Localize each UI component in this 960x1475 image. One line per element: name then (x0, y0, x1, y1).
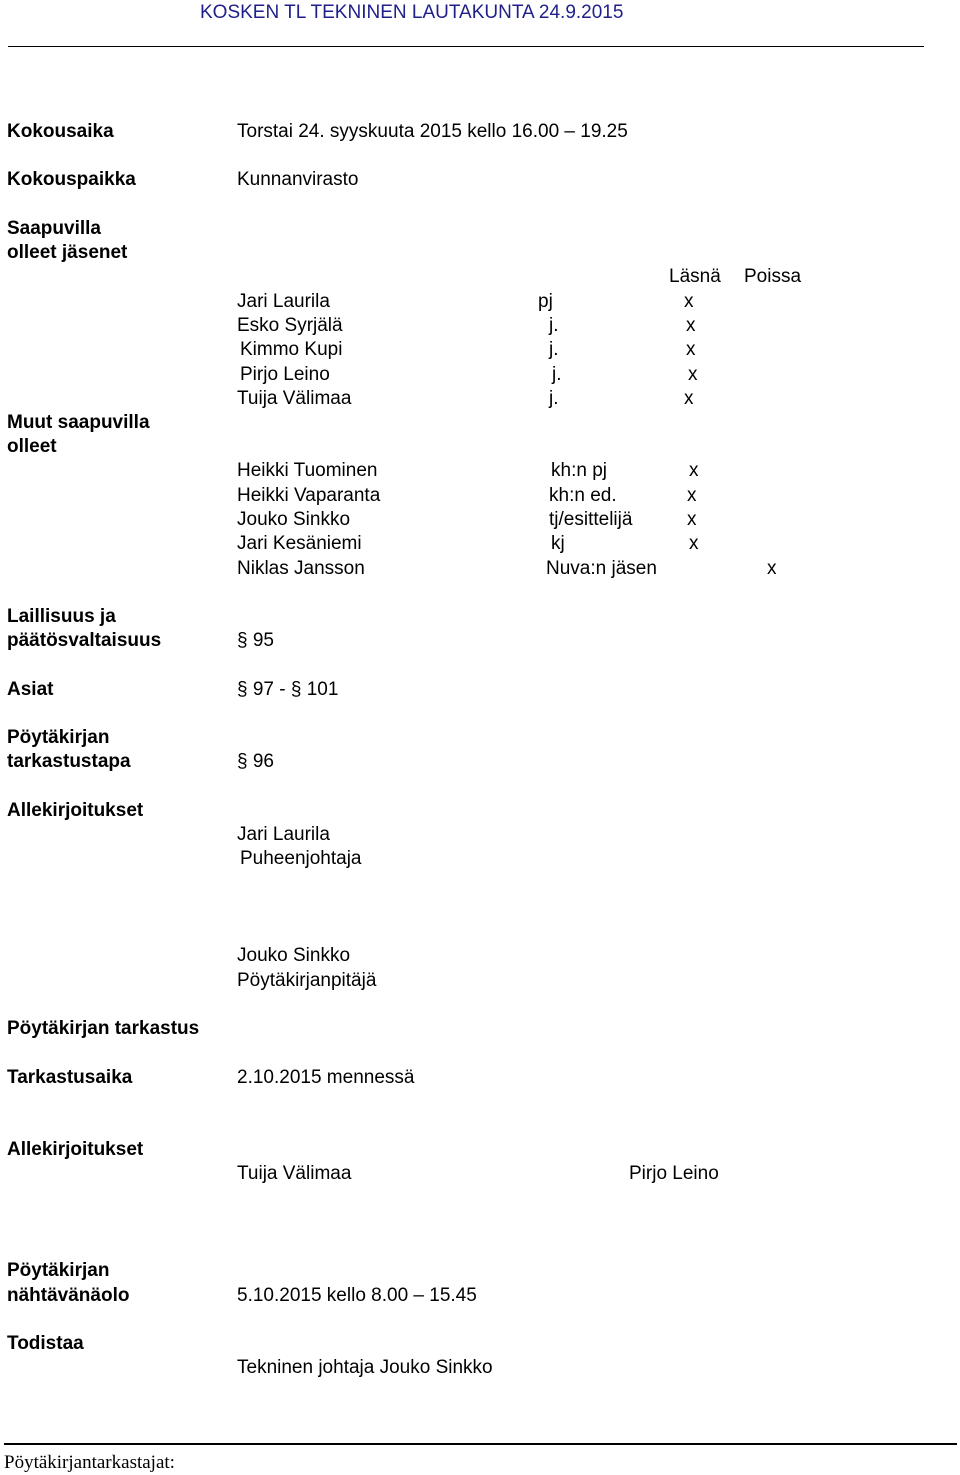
review-method-label-line2: tarkastustapa (7, 751, 131, 772)
attendee-name: Heikki Vaparanta (237, 485, 381, 506)
attendee-role: kh:n pj (551, 460, 607, 481)
member-present-mark: x (686, 339, 696, 360)
attendee-name: Jari Kesäniemi (237, 533, 362, 554)
review-method-label-line1: Pöytäkirjan (7, 727, 110, 748)
footer-divider (4, 1443, 957, 1445)
attendee-role: Nuva:n jäsen (546, 558, 657, 579)
attendee-role: kj (551, 533, 565, 554)
legality-label-line2: päätösvaltaisuus (7, 630, 162, 651)
secretary-title: Pöytäkirjanpitäjä (237, 970, 377, 991)
attendee-absent-mark: x (767, 558, 777, 579)
member-present-mark: x (684, 388, 694, 409)
legality-label-line1: Laillisuus ja (7, 606, 116, 627)
items-section-range: § 97 - § 101 (237, 679, 339, 700)
member-role: j. (549, 339, 559, 360)
reviewer-2-name: Pirjo Leino (629, 1163, 719, 1184)
column-present-header: Läsnä (669, 266, 721, 287)
display-period-value: 5.10.2015 kello 8.00 – 15.45 (237, 1285, 477, 1306)
column-absent-header: Poissa (744, 266, 802, 287)
member-present-mark: x (686, 315, 696, 336)
attendee-name: Niklas Jansson (237, 558, 365, 579)
chair-name: Jari Laurila (237, 824, 330, 845)
footer-text: Pöytäkirjantarkastajat: (4, 1452, 175, 1473)
member-name: Tuija Välimaa (237, 388, 352, 409)
chair-title: Puheenjohtaja (240, 848, 362, 869)
member-role: j. (552, 364, 562, 385)
others-label-line2: olleet (7, 436, 57, 457)
review-time-label: Tarkastusaika (7, 1067, 133, 1088)
display-label-line1: Pöytäkirjan (7, 1260, 110, 1281)
meeting-time-value: Torstai 24. syyskuuta 2015 kello 16.00 – 19.25 (237, 121, 628, 142)
certify-value: Tekninen johtaja Jouko Sinkko (237, 1357, 493, 1378)
member-role: pj (538, 291, 553, 312)
review-time-value: 2.10.2015 mennessä (237, 1067, 415, 1088)
meeting-place-label: Kokouspaikka (7, 169, 136, 190)
document-header-title: KOSKEN TL TEKNINEN LAUTAKUNTA 24.9.2015 (200, 2, 624, 23)
member-name: Pirjo Leino (240, 364, 330, 385)
meeting-place-value: Kunnanvirasto (237, 169, 359, 190)
member-name: Kimmo Kupi (240, 339, 343, 360)
attendee-present-mark: x (689, 460, 699, 481)
secretary-name: Jouko Sinkko (237, 945, 351, 966)
attendee-name: Jouko Sinkko (237, 509, 351, 530)
review-method-section-ref: § 96 (237, 751, 274, 772)
certify-label: Todistaa (7, 1333, 84, 1354)
attendee-present-mark: x (689, 533, 699, 554)
display-label-line2: nähtävänäolo (7, 1285, 130, 1306)
legality-section-ref: § 95 (237, 630, 274, 651)
member-present-mark: x (684, 291, 694, 312)
attendee-present-mark: x (687, 509, 697, 530)
attendee-present-mark: x (687, 485, 697, 506)
attendee-role: kh:n ed. (549, 485, 617, 506)
meeting-time-label: Kokousaika (7, 121, 114, 142)
members-label-line2: olleet jäsenet (7, 242, 128, 263)
signatures-label: Allekirjoitukset (7, 800, 144, 821)
member-role: j. (549, 315, 559, 336)
reviewer-1-name: Tuija Välimaa (237, 1163, 352, 1184)
attendee-role: tj/esittelijä (549, 509, 633, 530)
items-label: Asiat (7, 679, 54, 700)
member-role: j. (549, 388, 559, 409)
reviewer-signatures-label: Allekirjoitukset (7, 1139, 144, 1160)
attendee-name: Heikki Tuominen (237, 460, 378, 481)
member-name: Jari Laurila (237, 291, 330, 312)
minutes-review-label: Pöytäkirjan tarkastus (7, 1018, 200, 1039)
header-divider (8, 46, 924, 47)
member-present-mark: x (688, 364, 698, 385)
members-label-line1: Saapuvilla (7, 218, 101, 239)
member-name: Esko Syrjälä (237, 315, 343, 336)
others-label-line1: Muut saapuvilla (7, 412, 150, 433)
